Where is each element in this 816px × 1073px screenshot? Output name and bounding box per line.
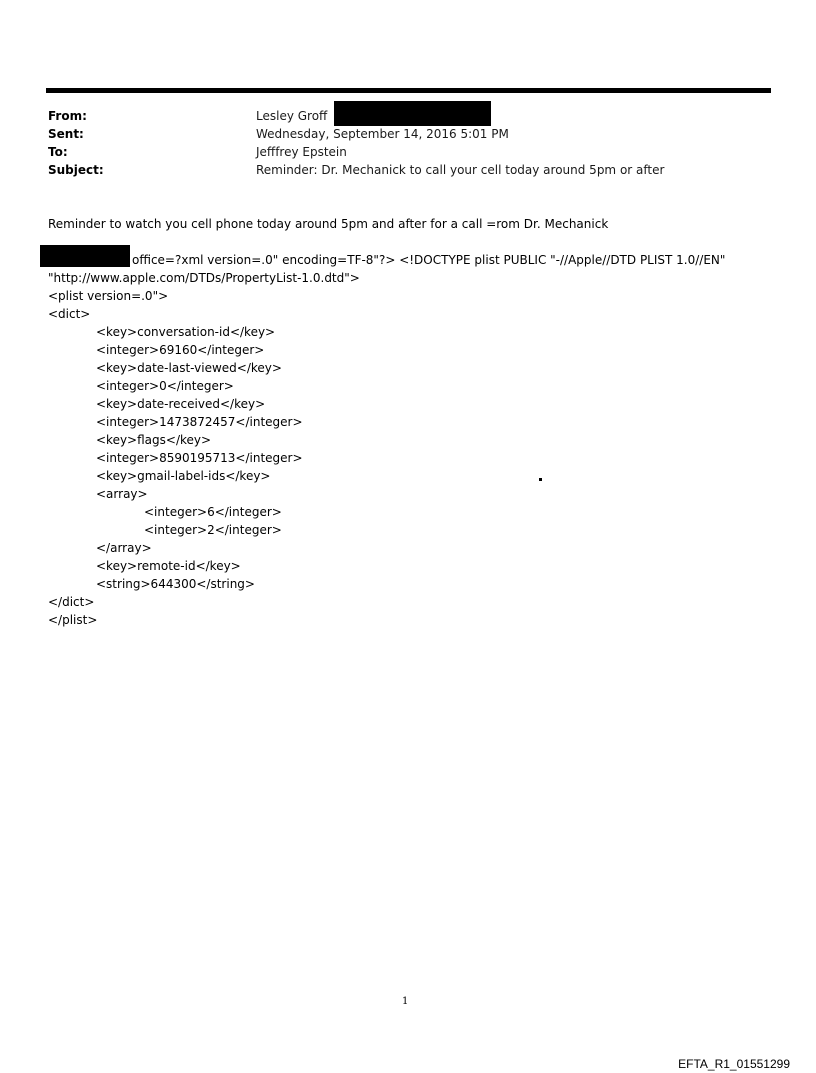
page-number: 1 (402, 996, 409, 1007)
to-value: Jefffrey Epstein (256, 145, 347, 159)
subject-label: Subject: (48, 163, 104, 177)
sent-label: Sent: (48, 127, 84, 141)
from-label: From: (48, 109, 87, 123)
plist-line: <key>date-last-viewed</key> (96, 361, 282, 375)
redaction-box (334, 101, 491, 126)
plist-line: <integer>2</integer> (144, 523, 282, 537)
plist-line: <integer>69160</integer> (96, 343, 265, 357)
plist-line: <integer>0</integer> (96, 379, 234, 393)
plist-line: <key>date-received</key> (96, 397, 266, 411)
subject-value: Reminder: Dr. Mechanick to call your cell today around 5pm or after (256, 163, 665, 177)
plist-line: <integer>1473872457</integer> (96, 415, 303, 429)
plist-line: <key>gmail-label-ids</key> (96, 469, 271, 483)
header-rule (46, 88, 771, 93)
redaction-box (40, 245, 130, 267)
plist-line: <key>remote-id</key> (96, 559, 241, 573)
plist-line: <key>flags</key> (96, 433, 212, 447)
plist-line: </plist> (48, 613, 98, 627)
to-label: To: (48, 145, 68, 159)
plist-line: <key>conversation-id</key> (96, 325, 276, 339)
plist-line: </array> (96, 541, 152, 555)
plist-line: <plist version=.0"> (48, 289, 169, 303)
plist-line: "http://www.apple.com/DTDs/PropertyList-1.0.dtd"> (48, 271, 360, 285)
plist-line: <integer>8590195713</integer> (96, 451, 303, 465)
bates-number: EFTA_R1_01551299 (678, 1057, 790, 1071)
from-value: Lesley Groff (256, 109, 328, 123)
stray-mark (539, 478, 542, 481)
plist-line: office=?xml version=.0" encoding=TF-8"?> <!DOCTYPE plist PUBLIC "-//Apple//DTD PLIST 1.0//EN" (132, 253, 726, 267)
plist-line: <string>644300</string> (96, 577, 255, 591)
plist-line: <array> (96, 487, 148, 501)
message-text: Reminder to watch you cell phone today around 5pm and after for a call =rom Dr. Mechanick (48, 217, 609, 231)
plist-line: </dict> (48, 595, 95, 609)
sent-value: Wednesday, September 14, 2016 5:01 PM (256, 127, 509, 141)
plist-line: <integer>6</integer> (144, 505, 282, 519)
plist-line: <dict> (48, 307, 91, 321)
